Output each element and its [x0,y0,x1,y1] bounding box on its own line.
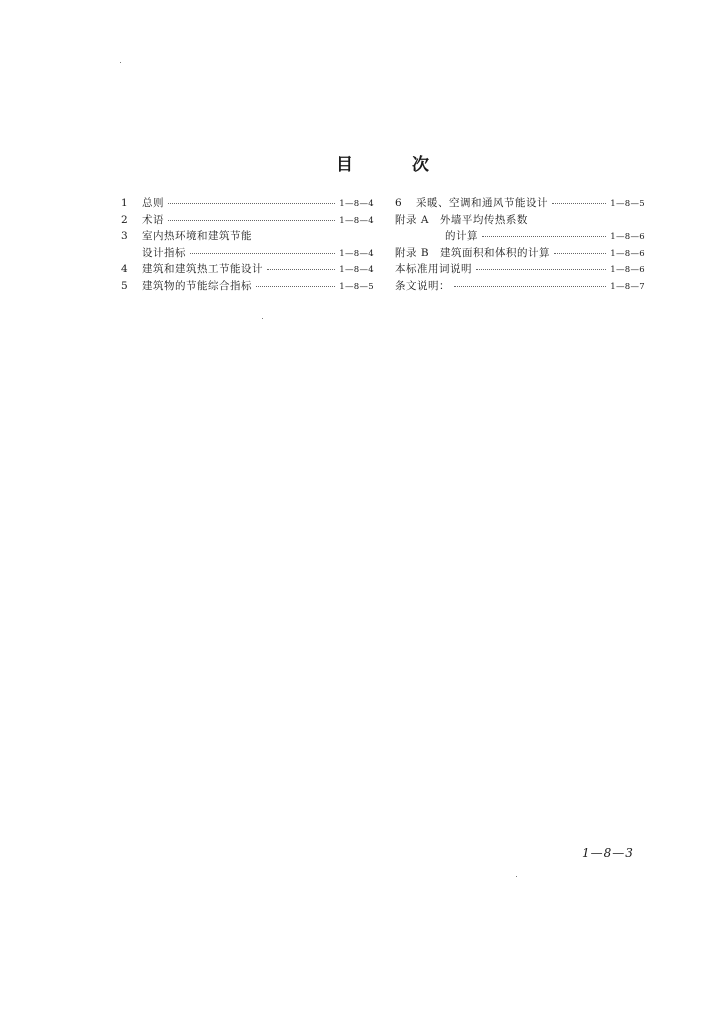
toc-entry[interactable] [395,278,645,295]
toc-entry-page: 1—8—6 [610,265,645,275]
scan-speck [262,318,263,319]
toc-entry-continuation[interactable] [121,245,374,262]
toc-leader-dots [256,278,335,287]
toc-leader-dots [454,278,606,287]
toc-entry-number: 2 [121,213,128,226]
toc-entry-label: 条文说明： [395,279,450,292]
toc-entry-number: 5 [121,279,128,292]
toc-entry[interactable] [121,228,374,245]
toc-entry[interactable] [395,195,645,212]
toc-entry[interactable] [395,212,645,229]
toc-leader-dots [168,212,335,221]
toc-entry[interactable] [395,245,645,262]
toc-entry-page: 1—8—5 [610,199,645,209]
toc-entry-label: 的计算 [445,230,478,242]
toc-leader-dots [190,245,335,254]
toc-right-column [395,195,645,294]
toc-entry-page: 1—8—5 [339,281,374,292]
toc-entry-number: 4 [121,263,128,275]
toc-entry-label: 附录 B 建筑面积和体积的计算 [395,246,551,259]
toc-title-char-2: 次 [412,155,430,175]
toc-entry-page: 1—8—4 [339,199,374,209]
toc-title-char-1: 目 [336,155,354,175]
toc-entry-number: 6 [395,197,402,209]
toc-entry-page: 1—8—6 [610,232,645,242]
toc-left-column [121,195,374,294]
toc-entry-continuation[interactable] [395,228,645,245]
toc-leader-dots [552,195,606,204]
toc-entry-page: 1—8—4 [339,248,374,259]
toc-entry[interactable] [121,195,374,212]
toc-entry-page: 1—8—4 [339,215,374,226]
toc-entry-label: 本标准用词说明 [395,263,472,275]
toc-entry[interactable] [121,212,374,229]
toc-entry-label: 建筑物的节能综合指标 [142,279,252,292]
toc-leader-dots [267,261,335,270]
toc-leader-dots [476,261,606,270]
toc-entry-label: 附录 A 外墙平均传热系数 [395,213,528,226]
scan-speck [516,876,517,877]
toc-entry-page: 1—8—7 [610,281,645,292]
toc-entry-label: 设计指标 [142,246,186,259]
toc-entry-label: 室内热环境和建筑节能 [142,230,252,242]
toc-leader-dots [168,195,335,204]
toc-leader-dots [554,245,606,254]
toc-entry[interactable] [121,261,374,278]
toc-entry-label: 采暖、空调和通风节能设计 [416,197,548,209]
toc-entry-label: 术语 [142,213,164,226]
toc-entry-label: 建筑和建筑热工节能设计 [142,263,263,275]
toc-entry-number: 1 [121,197,128,209]
toc-entry[interactable] [395,261,645,278]
page-number: 1—8—3 [582,846,634,860]
scan-speck [120,62,121,63]
toc-entry-number: 3 [121,230,128,242]
toc-entry-page: 1—8—6 [610,248,645,259]
toc-leader-dots [482,228,606,237]
toc-title [0,150,726,174]
toc-entry-page: 1—8—4 [339,265,374,275]
toc-entry[interactable] [121,278,374,295]
toc-entry-label: 总则 [142,197,164,209]
